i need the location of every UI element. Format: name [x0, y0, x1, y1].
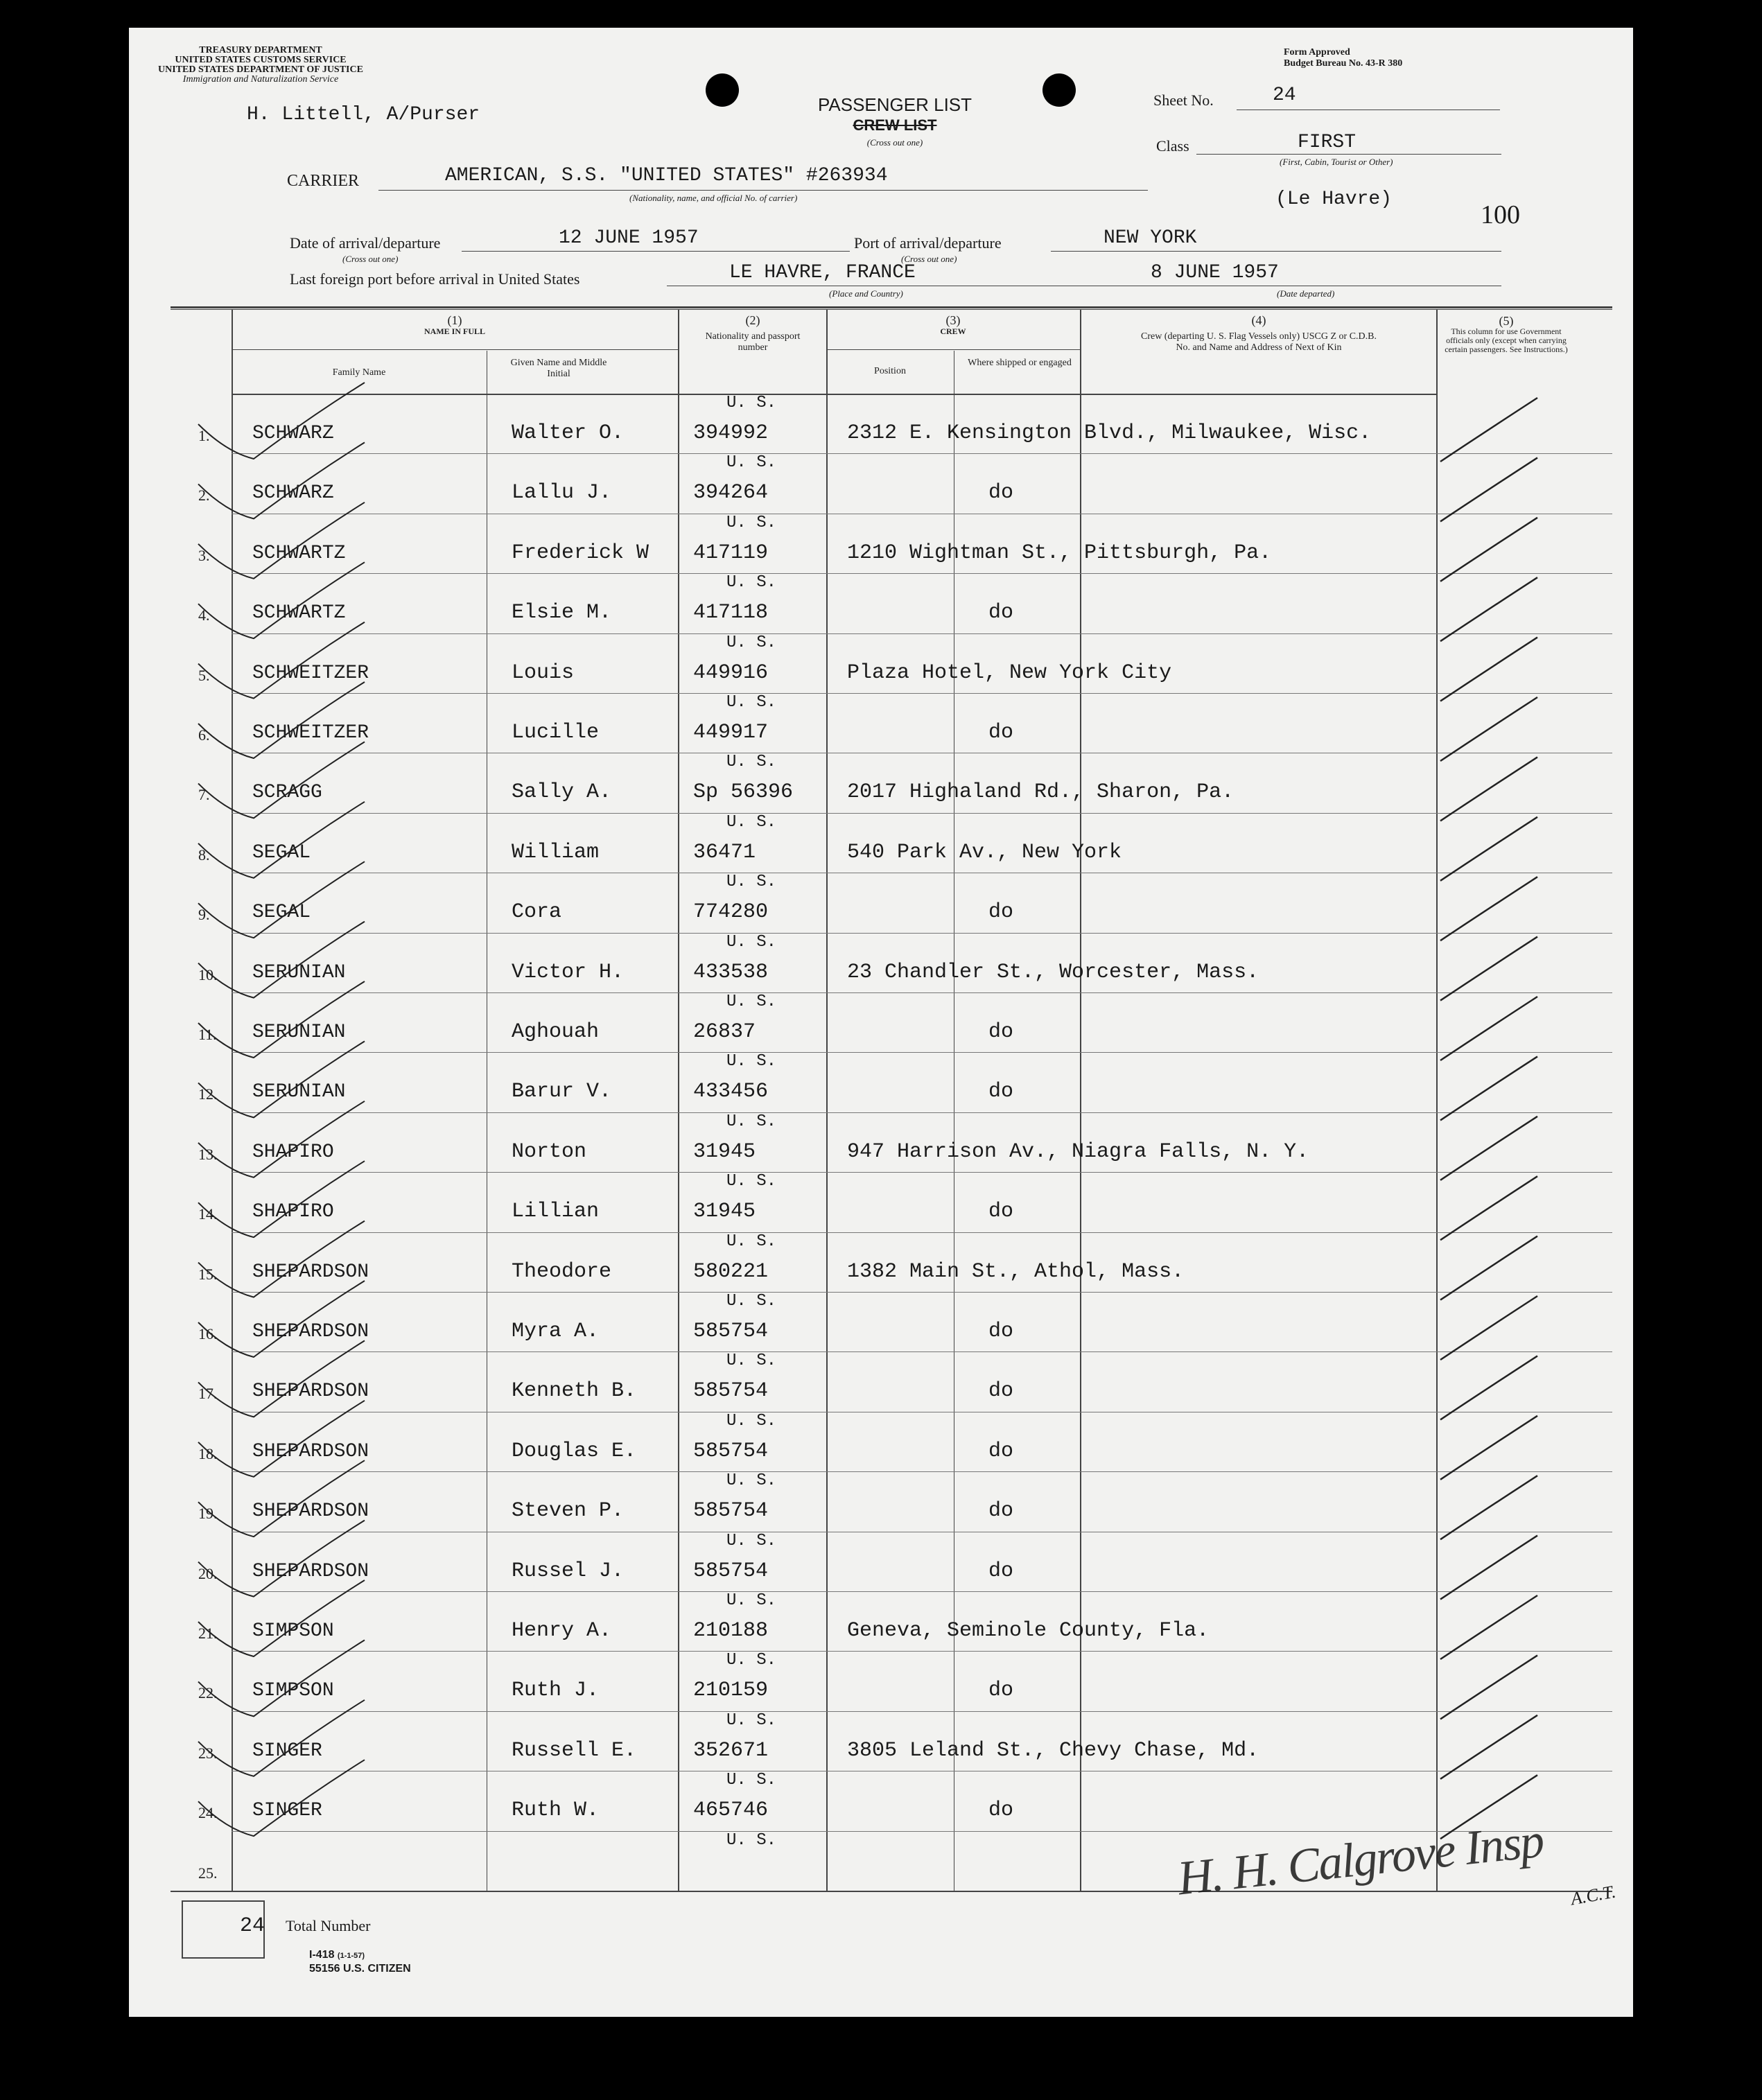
nationality-cell: U. S. — [726, 753, 777, 772]
name-check-mark — [198, 1161, 365, 1237]
official-check-mark — [1440, 1476, 1537, 1539]
given-name-cell: Myra A. — [512, 1320, 600, 1343]
given-name-cell: Walter O. — [512, 421, 625, 445]
col1-number: (1) — [447, 313, 462, 327]
nationality-cell: U. S. — [726, 573, 777, 593]
cross-out-hint: (Cross out one) — [866, 137, 923, 148]
official-check-mark — [1440, 817, 1537, 881]
address-cell: 23 Chandler St., Worcester, Mass. — [847, 960, 1259, 984]
row-number: 6. — [198, 726, 210, 744]
official-check-mark — [1440, 1655, 1537, 1719]
name-check-mark — [198, 1221, 365, 1297]
given-name-cell: Kenneth B. — [512, 1379, 637, 1403]
official-check-mark — [1440, 1416, 1537, 1480]
family-name-cell: SERUNIAN — [252, 961, 346, 983]
name-check-mark — [198, 742, 365, 818]
name-check-mark — [198, 1460, 365, 1537]
family-name-cell: SCHWEITZER — [252, 662, 369, 684]
given-name-cell: Lallu J. — [512, 481, 612, 505]
shipped-header: Where shipped or engaged — [968, 358, 1072, 368]
address-cell: do — [988, 1080, 1014, 1104]
family-name-cell: SCHWARTZ — [252, 602, 346, 624]
nationality-cell: U. S. — [726, 513, 777, 532]
name-check-mark — [198, 383, 365, 459]
nationality-cell: U. S. — [726, 693, 777, 712]
official-check-mark — [1440, 457, 1537, 521]
given-name-cell: Cora — [512, 900, 562, 925]
row-number: 8. — [198, 846, 210, 864]
address-cell: 1382 Main St., Athol, Mass. — [847, 1259, 1185, 1284]
address-cell: 947 Harrison Av., Niagra Falls, N. Y. — [847, 1139, 1309, 1164]
name-check-mark — [198, 1521, 365, 1597]
row-number: 1. — [198, 427, 210, 444]
form-code: 55156 U.S. CITIZEN — [309, 1963, 411, 1975]
class-value: FIRST — [1298, 132, 1357, 153]
passport-cell: 417119 — [693, 541, 769, 565]
name-check-mark — [198, 442, 365, 518]
agency-line-1: TREASURY DEPARTMENT — [199, 45, 322, 55]
row-number: 14. — [198, 1205, 218, 1223]
name-check-mark — [198, 1760, 365, 1836]
inspector-initials: A.C.T. — [1569, 1881, 1618, 1909]
row-number: 10. — [198, 965, 218, 983]
family-name-cell: SCHWEITZER — [252, 722, 369, 744]
family-name-cell: SCHWARTZ — [252, 542, 346, 564]
given-name-cell: Barur V. — [512, 1080, 612, 1104]
given-name-cell: Sally A. — [512, 780, 612, 805]
check-marks-layer — [129, 28, 1633, 2017]
nationality-cell: U. S. — [726, 1710, 777, 1730]
nationality-cell: U. S. — [726, 1830, 777, 1850]
address-cell: Plaza Hotel, New York City — [847, 660, 1172, 685]
port-value: NEW YORK — [1104, 227, 1197, 249]
given-name-cell: Theodore — [512, 1259, 612, 1284]
name-check-mark — [198, 1700, 365, 1776]
carrier-hint: (Nationality, name, and official No. of carrier) — [629, 193, 798, 203]
address-cell: do — [988, 721, 1014, 744]
carrier-label: CARRIER — [287, 172, 360, 190]
class-hint: (First, Cabin, Tourist or Other) — [1280, 157, 1393, 167]
row-number: 24. — [198, 1804, 218, 1822]
row-number: 20. — [198, 1564, 218, 1582]
address-cell: 1210 Wightman St., Pittsburgh, Pa. — [847, 541, 1272, 565]
passport-cell: 210159 — [693, 1679, 769, 1703]
last-port-label: Last foreign port before arrival in United States — [290, 270, 580, 288]
given-name-cell: Frederick W — [512, 541, 649, 565]
nationality-cell: U. S. — [726, 932, 777, 952]
family-name-cell: SCRAGG — [252, 782, 322, 804]
total-value: 24 — [240, 1914, 265, 1938]
name-check-mark — [198, 1640, 365, 1716]
nationality-cell: U. S. — [726, 633, 777, 652]
given-name-cell: Norton — [512, 1139, 587, 1164]
nationality-cell: U. S. — [726, 1052, 777, 1071]
passport-cell: 394264 — [693, 481, 769, 505]
row-number: 21. — [198, 1625, 218, 1642]
name-check-mark — [198, 682, 365, 758]
given-name-cell: Russell E. — [512, 1738, 637, 1762]
address-cell: do — [988, 1200, 1014, 1224]
agency-line-3: UNITED STATES DEPARTMENT OF JUSTICE — [158, 64, 363, 75]
row-number: 23. — [198, 1744, 218, 1762]
address-cell: 3805 Leland St., Chevy Chase, Md. — [847, 1738, 1259, 1762]
form-number-code: I-418 — [309, 1949, 335, 1961]
port-label: Port of arrival/departure — [854, 234, 1002, 252]
date-value: 12 JUNE 1957 — [559, 227, 699, 249]
official-check-mark — [1440, 1595, 1537, 1659]
form-number — [309, 1949, 365, 1961]
passport-cell: 417118 — [693, 601, 769, 625]
official-check-mark — [1440, 757, 1537, 821]
crew-list-crossed: CREW LIST — [853, 116, 937, 134]
family-name-cell: SHEPARDSON — [252, 1560, 369, 1582]
passport-cell: 449917 — [693, 721, 769, 744]
date-label: Date of arrival/departure — [290, 234, 441, 252]
row-number: 3. — [198, 546, 210, 564]
address-cell: do — [988, 1320, 1014, 1343]
official-check-mark — [1440, 1176, 1537, 1240]
nationality-cell: U. S. — [726, 992, 777, 1011]
passport-cell: 31945 — [693, 1139, 756, 1164]
port-cross-hint: (Cross out one) — [901, 254, 957, 264]
family-name-cell: SCHWARZ — [252, 482, 334, 505]
name-check-mark — [198, 1101, 365, 1178]
official-check-mark — [1440, 1356, 1537, 1419]
passport-cell: 585754 — [693, 1320, 769, 1343]
purser-name: H. Littell, A/Purser — [247, 104, 480, 125]
date-departed-hint: (Date departed) — [1277, 288, 1335, 299]
official-check-mark — [1440, 1117, 1537, 1180]
nationality-cell: U. S. — [726, 1292, 777, 1311]
official-check-mark — [1440, 877, 1537, 940]
official-check-mark — [1440, 1236, 1537, 1300]
official-check-mark — [1440, 937, 1537, 1001]
passport-cell: 433456 — [693, 1080, 769, 1104]
date-cross-hint: (Cross out one) — [342, 254, 399, 264]
row-number: 4. — [198, 606, 210, 624]
agency-line-4: Immigration and Naturalization Service — [182, 74, 339, 85]
family-name-cell: SHEPARDSON — [252, 1381, 369, 1403]
passport-cell: 585754 — [693, 1379, 769, 1403]
address-cell: Geneva, Seminole County, Fla. — [847, 1619, 1210, 1643]
stamp-number: 100 — [1481, 200, 1520, 229]
passenger-list-form — [129, 28, 1633, 2017]
col3-title: CREW — [940, 326, 966, 336]
total-label: Total Number — [286, 1917, 371, 1934]
given-name-cell: Ruth W. — [512, 1799, 600, 1823]
col3-number: (3) — [945, 313, 961, 327]
family-name-cell: SEGAL — [252, 841, 311, 864]
address-cell: do — [988, 1799, 1014, 1823]
given-name-cell: Ruth J. — [512, 1679, 600, 1703]
name-check-mark — [198, 1281, 365, 1357]
form-number-date: (1-1-57) — [337, 1952, 365, 1960]
nationality-cell: U. S. — [726, 1471, 777, 1491]
nationality-cell: U. S. — [726, 1411, 777, 1430]
row-number: 15. — [198, 1265, 218, 1283]
name-check-mark — [198, 981, 365, 1058]
name-check-mark — [198, 1580, 365, 1656]
family-name-cell: SCHWARZ — [252, 423, 334, 444]
passport-cell: 26837 — [693, 1020, 756, 1044]
name-check-mark — [198, 1041, 365, 1117]
given-name-cell: Douglas E. — [512, 1439, 637, 1463]
given-name-cell: Lucille — [512, 721, 600, 744]
nationality-cell: U. S. — [726, 453, 777, 473]
col5-title: This column for use Government officials only (except when carrying certain passengers. See Instructions.) — [1445, 326, 1568, 354]
nationality-cell: U. S. — [726, 1531, 777, 1550]
passport-cell: Sp 56396 — [693, 780, 794, 805]
address-cell: do — [988, 601, 1014, 625]
family-name-cell: SHEPARDSON — [252, 1321, 369, 1342]
given-name-cell: Elsie M. — [512, 601, 612, 625]
col4-title: Crew (departing U. S. Flag Vessels only) USCG Z or C.D.B. No. and Name and Address of Next of Kin — [1140, 331, 1377, 353]
address-cell: do — [988, 1559, 1014, 1583]
given-name-cell: Louis — [512, 660, 575, 685]
name-check-mark — [198, 802, 365, 878]
nationality-cell: U. S. — [726, 1232, 777, 1251]
nationality-cell: U. S. — [726, 873, 777, 892]
row-number: 7. — [198, 786, 210, 804]
passport-cell: 774280 — [693, 900, 769, 925]
row-number: 18. — [198, 1444, 218, 1462]
official-check-mark — [1440, 518, 1537, 581]
family-name-cell: SIMPSON — [252, 1680, 334, 1702]
passport-cell: 585754 — [693, 1559, 769, 1583]
row-number: 25. — [198, 1864, 218, 1882]
nationality-cell: U. S. — [726, 394, 777, 412]
given-name-cell: Lillian — [512, 1200, 600, 1224]
nationality-cell: U. S. — [726, 1172, 777, 1191]
passport-cell: 433538 — [693, 960, 769, 984]
official-check-mark — [1440, 577, 1537, 641]
position-header: Position — [874, 366, 906, 376]
row-number: 19. — [198, 1505, 218, 1523]
name-check-mark — [198, 861, 365, 938]
given-name-cell: Victor H. — [512, 960, 625, 984]
passport-cell: 352671 — [693, 1738, 769, 1762]
agency-line-2: UNITED STATES CUSTOMS SERVICE — [175, 55, 347, 65]
official-check-mark — [1440, 1536, 1537, 1600]
given-name-cell: Henry A. — [512, 1619, 612, 1643]
col4-number: (4) — [1251, 313, 1266, 327]
form-approved-label: Form Approved — [1284, 47, 1350, 58]
nationality-cell: U. S. — [726, 1112, 777, 1131]
row-number: 2. — [198, 487, 210, 505]
address-cell: do — [988, 481, 1014, 505]
address-cell: 540 Park Av., New York — [847, 840, 1122, 864]
sheet-no-label: Sheet No. — [1153, 91, 1214, 109]
given-name-header: Given Name and Middle Initial — [510, 358, 607, 379]
passport-cell: 449916 — [693, 660, 769, 685]
nationality-cell: U. S. — [726, 1351, 777, 1371]
row-number: 5. — [198, 666, 210, 684]
place-hint: (Place and Country) — [829, 288, 903, 299]
passport-cell: 394992 — [693, 421, 769, 445]
family-name-cell: SINGER — [252, 1800, 322, 1822]
official-check-mark — [1440, 638, 1537, 701]
date-departed-value: 8 JUNE 1957 — [1151, 262, 1279, 283]
address-cell: do — [988, 1439, 1014, 1463]
col2-title: Nationality and passport number — [705, 331, 801, 353]
address-cell: 2017 Highaland Rd., Sharon, Pa. — [847, 780, 1235, 805]
passport-cell: 580221 — [693, 1259, 769, 1284]
address-cell: 2312 E. Kensington Blvd., Milwaukee, Wisc. — [847, 421, 1372, 445]
row-number: 13. — [198, 1145, 218, 1163]
given-name-cell: Steven P. — [512, 1499, 625, 1523]
family-name-cell: SHEPARDSON — [252, 1440, 369, 1462]
given-name-cell: Russel J. — [512, 1559, 625, 1583]
row-number: 12. — [198, 1085, 218, 1103]
address-cell: do — [988, 900, 1014, 925]
official-check-mark — [1440, 697, 1537, 761]
official-check-mark — [1440, 1715, 1537, 1779]
family-name-cell: SINGER — [252, 1740, 322, 1762]
budget-bureau-label: Budget Bureau No. 43-R 380 — [1284, 58, 1403, 69]
row-number: 9. — [198, 906, 210, 924]
name-check-mark — [198, 562, 365, 638]
col2-number: (2) — [745, 313, 760, 327]
family-name-cell: SHAPIRO — [252, 1201, 334, 1223]
family-name-cell: SHEPARDSON — [252, 1500, 369, 1523]
sheet-no-value: 24 — [1273, 85, 1296, 106]
official-check-mark — [1440, 1056, 1537, 1120]
family-name-cell: SIMPSON — [252, 1620, 334, 1642]
passport-cell: 36471 — [693, 840, 756, 864]
family-name-cell: SERUNIAN — [252, 1081, 346, 1103]
family-name-cell: SEGAL — [252, 902, 311, 924]
col5-number: (5) — [1499, 314, 1514, 328]
given-name-cell: William — [512, 840, 600, 864]
nationality-cell: U. S. — [726, 1591, 777, 1610]
passport-cell: 465746 — [693, 1799, 769, 1823]
passport-cell: 31945 — [693, 1200, 756, 1224]
official-check-mark — [1440, 398, 1537, 462]
name-check-mark — [198, 1340, 365, 1417]
class-label: Class — [1156, 137, 1189, 155]
le-havre-note: (Le Havre) — [1275, 189, 1393, 210]
family-name-cell: SHAPIRO — [252, 1141, 334, 1163]
address-cell: do — [988, 1020, 1014, 1044]
nationality-cell: U. S. — [726, 812, 777, 832]
family-name-cell: SHEPARDSON — [252, 1261, 369, 1283]
address-cell: do — [988, 1679, 1014, 1703]
carrier-value: AMERICAN, S.S. "UNITED STATES" #263934 — [445, 165, 888, 186]
row-number: 17. — [198, 1385, 218, 1403]
name-check-mark — [198, 622, 365, 699]
col1-title: NAME IN FULL — [424, 326, 485, 336]
name-check-mark — [198, 502, 365, 579]
passport-cell: 585754 — [693, 1499, 769, 1523]
form-title: PASSENGER LIST — [817, 94, 972, 115]
row-number: 22. — [198, 1684, 218, 1702]
passport-cell: 210188 — [693, 1619, 769, 1643]
nationality-cell: U. S. — [726, 1651, 777, 1670]
official-check-mark — [1440, 1296, 1537, 1360]
inspector-signature: H. H. Calgrove Insp — [1175, 1814, 1546, 1906]
given-name-cell: Aghouah — [512, 1020, 600, 1044]
nationality-cell: U. S. — [726, 1771, 777, 1790]
passport-cell: 585754 — [693, 1439, 769, 1463]
row-number: 11. — [198, 1026, 217, 1043]
name-check-mark — [198, 922, 365, 998]
last-port-value: LE HAVRE, FRANCE — [729, 262, 916, 283]
family-name-cell: SERUNIAN — [252, 1022, 346, 1043]
address-cell: do — [988, 1379, 1014, 1403]
family-name-header: Family Name — [332, 367, 386, 378]
row-number: 16. — [198, 1325, 218, 1342]
official-check-mark — [1440, 997, 1537, 1060]
address-cell: do — [988, 1499, 1014, 1523]
name-check-mark — [198, 1401, 365, 1477]
